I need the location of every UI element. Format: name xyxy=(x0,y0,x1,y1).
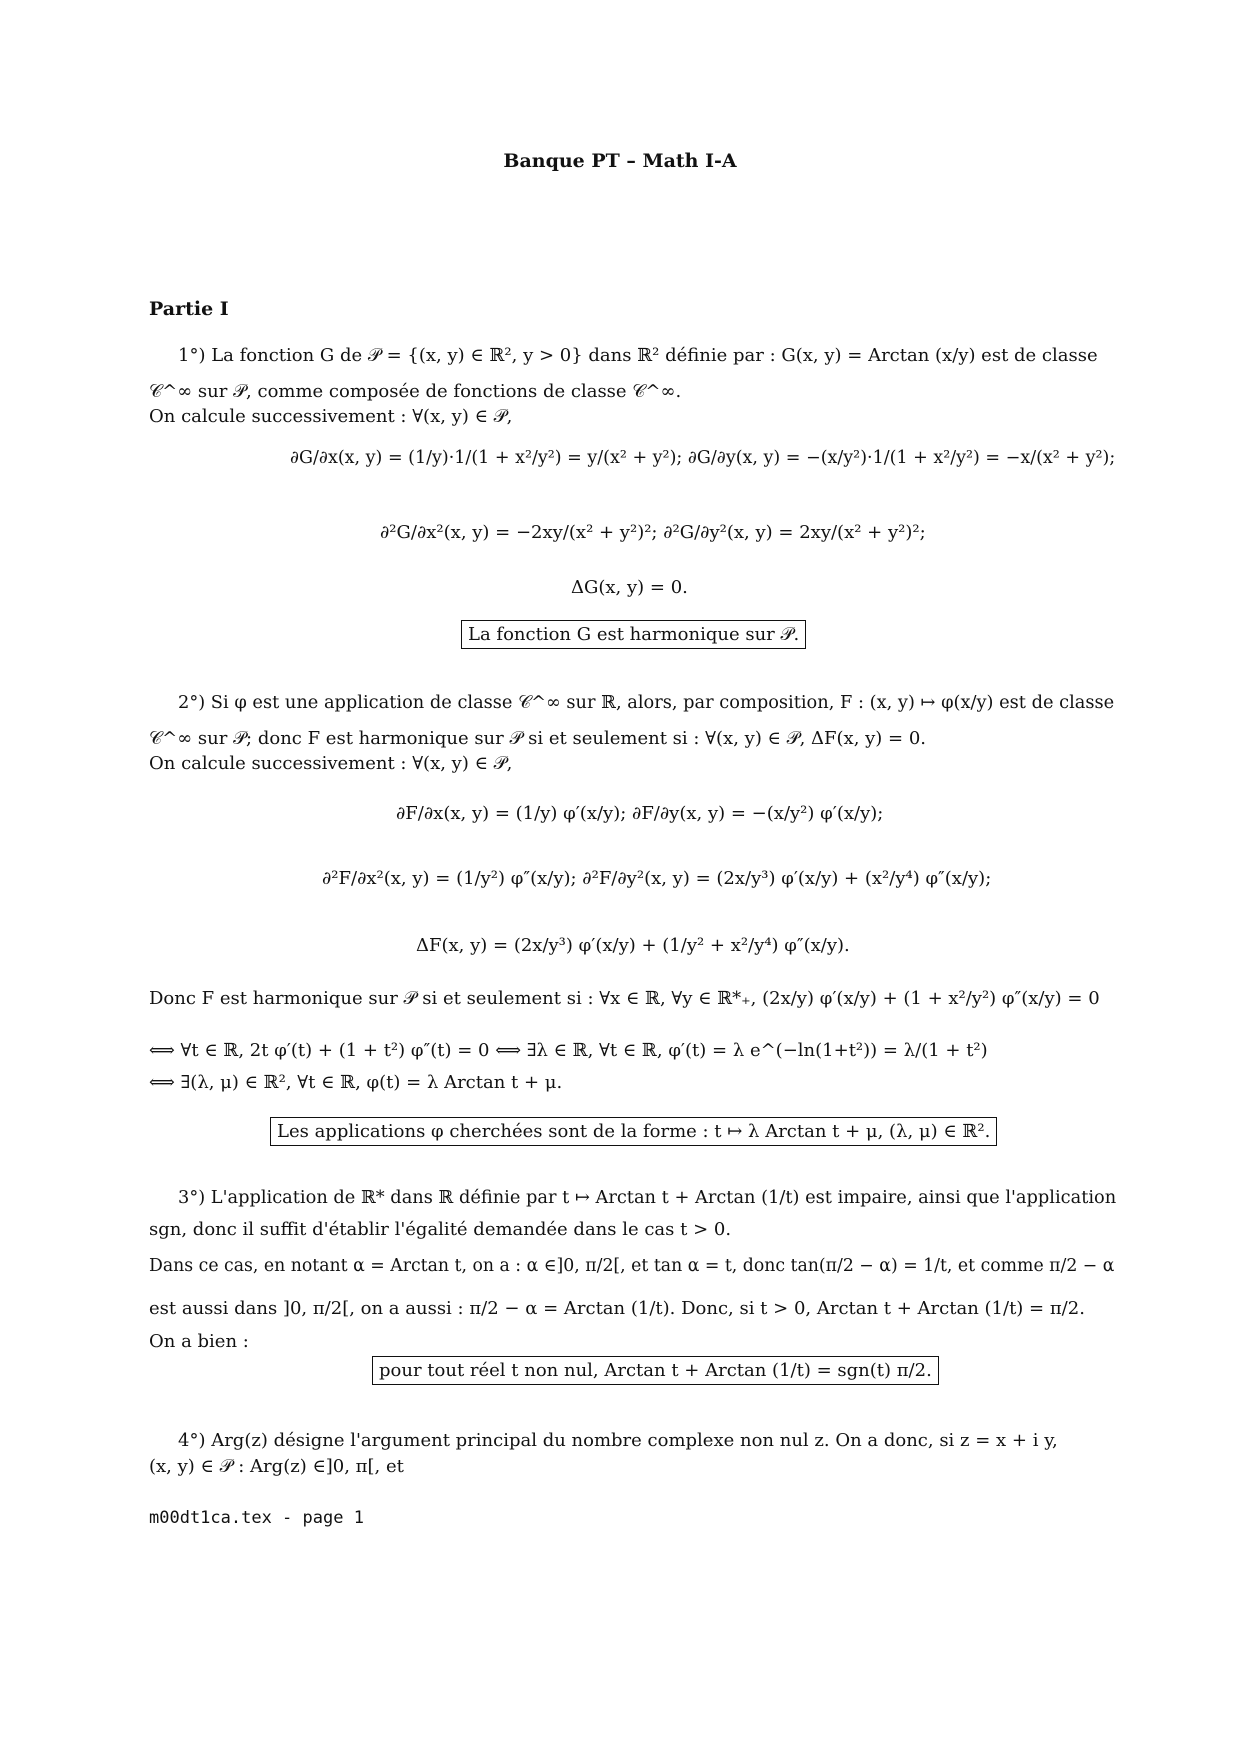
q4-line-2: (x, y) ∈ 𝒫 : Arg(z) ∈]0, π[, et xyxy=(149,1456,404,1477)
document-title: Banque PT – Math I-A xyxy=(503,150,737,172)
q2-line-3: On calcule successivement : ∀(x, y) ∈ 𝒫, xyxy=(149,753,513,774)
q3-boxed-result: pour tout réel t non nul, Arctan t + Arctan (1/t) = sgn(t) π/2. xyxy=(372,1356,939,1385)
q1-line-3: On calcule successivement : ∀(x, y) ∈ 𝒫, xyxy=(149,406,513,427)
q2-line-2: 𝒞^∞ sur 𝒫; donc F est harmonique sur 𝒫 si et seulement si : ∀(x, y) ∈ 𝒫, ΔF(x, y) = 0. xyxy=(149,728,927,749)
q1-equation-first-derivatives: ∂G/∂x(x, y) = (1/y)·1/(1 + x²/y²) = y/(x² + y²); ∂G/∂y(x, y) = −(x/y²)·1/(1 + x²/y²) = −x/(x² + y²); xyxy=(290,448,1116,468)
q1-line-2: 𝒞^∞ sur 𝒫, comme composée de fonctions de classe 𝒞^∞. xyxy=(149,381,682,402)
q2-equation-second-derivatives: ∂²F/∂x²(x, y) = (1/y²) φ″(x/y); ∂²F/∂y²(x, y) = (2x/y³) φ′(x/y) + (x²/y⁴) φ″(x/y); xyxy=(322,868,992,889)
q1-boxed-result: La fonction G est harmonique sur 𝒫. xyxy=(461,620,806,649)
q3-line-1: 3°) L'application de ℝ* dans ℝ définie par t ↦ Arctan t + Arctan (1/t) est impaire, ainsi que l'application xyxy=(178,1187,1117,1208)
q2-line-4: Donc F est harmonique sur 𝒫 si et seulement si : ∀x ∈ ℝ, ∀y ∈ ℝ*₊, (2x/y) φ′(x/y) + (1 + x²/y²) φ″(x/y) = 0 xyxy=(149,988,1100,1009)
q1-equation-laplacian: ΔG(x, y) = 0. xyxy=(571,577,688,598)
section-heading: Partie I xyxy=(149,298,229,320)
q2-equation-first-derivatives: ∂F/∂x(x, y) = (1/y) φ′(x/y); ∂F/∂y(x, y) = −(x/y²) φ′(x/y); xyxy=(396,803,884,824)
q2-line-6: ⟺ ∃(λ, μ) ∈ ℝ², ∀t ∈ ℝ, φ(t) = λ Arctan t + μ. xyxy=(149,1072,563,1093)
q1-line-1: 1°) La fonction G de 𝒫 = {(x, y) ∈ ℝ², y > 0} dans ℝ² définie par : G(x, y) = Arctan (x/y) est de classe xyxy=(178,345,1098,366)
q2-line-1: 2°) Si φ est une application de classe 𝒞^∞ sur ℝ, alors, par composition, F : (x, y) ↦ φ(x/y) est de classe xyxy=(178,692,1115,713)
q3-line-5: On a bien : xyxy=(149,1331,249,1352)
q3-line-3: Dans ce cas, en notant α = Arctan t, on a : α ∈]0, π/2[, et tan α = t, donc tan(π/2 − α) = 1/t, et comme π/2 − α xyxy=(149,1256,1115,1276)
q1-equation-second-derivatives: ∂²G/∂x²(x, y) = −2xy/(x² + y²)²; ∂²G/∂y²(x, y) = 2xy/(x² + y²)²; xyxy=(380,522,926,543)
q3-line-4: est aussi dans ]0, π/2[, on a aussi : π/2 − α = Arctan (1/t). Donc, si t > 0, Arctan t + Arctan (1/t) = π/2. xyxy=(149,1298,1085,1319)
page-footer: m00dt1ca.tex - page 1 xyxy=(149,1508,364,1528)
q2-boxed-result: Les applications φ cherchées sont de la forme : t ↦ λ Arctan t + μ, (λ, μ) ∈ ℝ². xyxy=(270,1117,997,1146)
q2-line-5: ⟺ ∀t ∈ ℝ, 2t φ′(t) + (1 + t²) φ″(t) = 0 ⟺ ∃λ ∈ ℝ, ∀t ∈ ℝ, φ′(t) = λ e^(−ln(1+t²)) = λ/(1 + t²) xyxy=(149,1040,988,1061)
q3-line-2: sgn, donc il suffit d'établir l'égalité demandée dans le cas t > 0. xyxy=(149,1219,732,1240)
q4-line-1: 4°) Arg(z) désigne l'argument principal du nombre complexe non nul z. On a donc, si z = x + i y, xyxy=(178,1430,1058,1451)
q2-equation-laplacian: ΔF(x, y) = (2x/y³) φ′(x/y) + (1/y² + x²/y⁴) φ″(x/y). xyxy=(416,935,850,956)
